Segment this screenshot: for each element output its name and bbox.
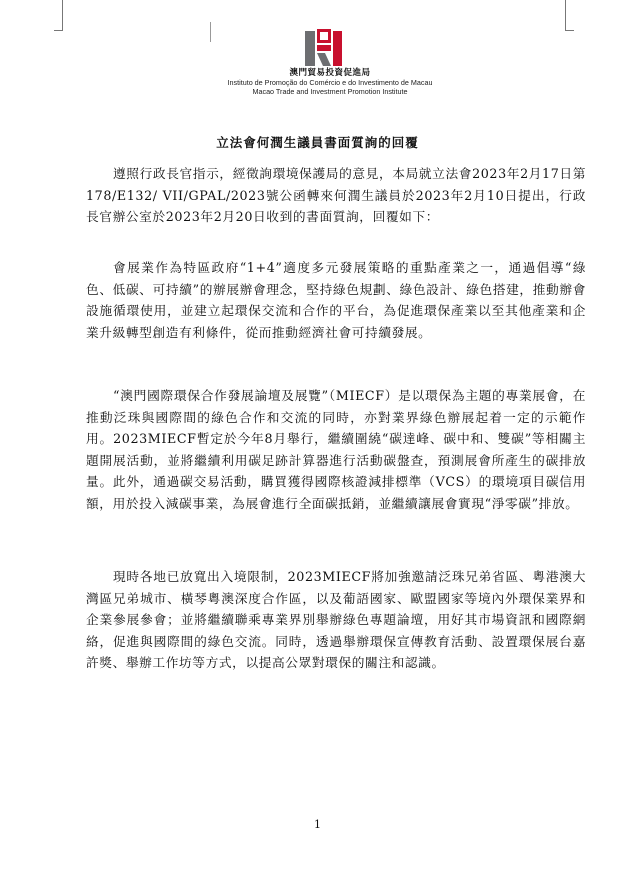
paragraph-4: 現時各地已放寬出入境限制，2023MIECF將加強邀請泛珠兄弟省區、粵港澳大灣區兄弟城市、橫琴粵澳深度合作區，以及葡語國家、歐盟國家等境內外環保業界和企業參展參會；並將繼續聯乘專業界別舉辦綠色專題論壇，用好其市場資訊和國際網絡，促進與國際間的綠色交流。同時，透過舉辦環保宣傳教育活動、設置環保展台嘉許獎、舉辦工作坊等方式，以提高公眾對環保的關注和認識。 (86, 569, 586, 671)
paragraph-3: “澳門國際環保合作發展論壇及展覽”（MIECF）是以環保為主題的專業展會，在推動泛珠與國際間的綠色合作和交流的同時，亦對業界綠色辦展起着一定的示範作用。2023MIECF暫定於今年8月舉行，繼續圍繞“碳達峰、碳中和、雙碳”等相關主題開展活動，並將繼續利用碳足跡計算器進行活動碳盤查，預測展會所產生的碳排放量。此外，通過碳交易活動，購買獲得國際核證減排標準（VCS）的環境項目碳信用額，用於投入減碳事業，為展會進行全面碳抵銷，並繼續讓展會實現“淨零碳”排放。 (86, 388, 586, 511)
page-number: 1 (314, 818, 321, 831)
org-name-zh: 澳門貿易投資促進局 (289, 68, 371, 78)
paragraph-2: 會展業作為特區政府“1+4”適度多元發展策略的重點產業之一，通過倡導“綠色、低碳、可持續”的辦展辦會理念，堅持綠色規劃、綠色設計、綠色搭建，推動辦會設施循環使用，並建立起環保交流和合作的平台，為促進環保產業以至其他產業和企業升級轉型創造有利條件，從而推動經濟社會可持續發展。 (86, 260, 586, 340)
crop-mark-center (210, 22, 211, 42)
org-name-block (200, 68, 460, 96)
org-name-pt: Instituto de Promoção do Comércio e do Investimento de Macau (227, 78, 433, 87)
org-name-en: Macao Trade and Investment Promotion Institute (252, 87, 408, 96)
document-title: 立法會何潤生議員書面質詢的回覆 (216, 135, 419, 150)
crop-mark-left (54, 0, 63, 31)
crop-mark-right (565, 0, 574, 31)
paragraph-1: 遵照行政長官指示，經徵詢環境保護局的意見，本局就立法會2023年2月17日第178/E132/ VII/GPAL/2023號公函轉來何潤生議員於2023年2月10日提出，行政長官辦公室於2023年2月20日收到的書面質詢，回覆如下： (86, 166, 586, 225)
ipim-logo-icon (305, 29, 342, 66)
